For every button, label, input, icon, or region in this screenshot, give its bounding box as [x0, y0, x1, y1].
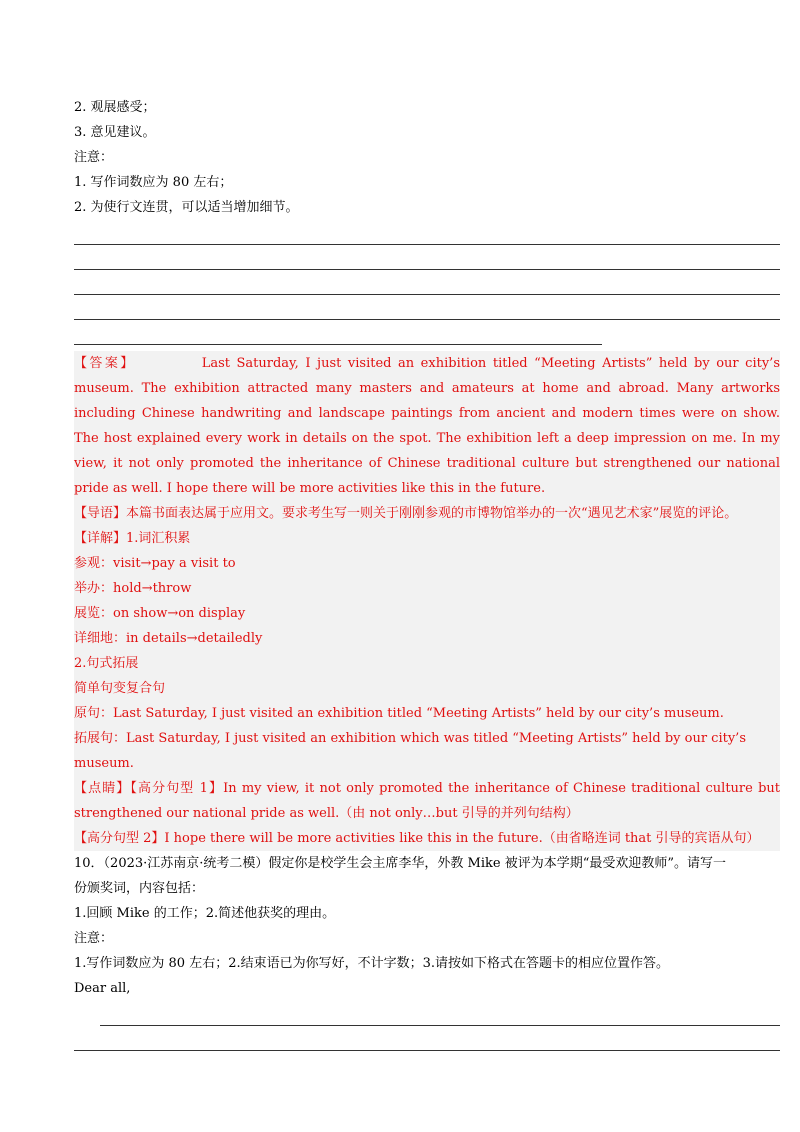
answer-line: [74, 295, 780, 320]
answer-label: 【答案】: [74, 356, 136, 371]
guide-label: 【导语】: [74, 506, 127, 521]
requirement-line: 注意：: [74, 150, 114, 165]
answer-line: [74, 270, 780, 295]
highlight-label: 【点睛】: [74, 781, 131, 796]
question-10-line: 10．（2023·江苏南京·统考二模）假定你是校学生会主席李华，外教 Mike 被评为本学期“最受欢迎教师”。请写一: [74, 856, 726, 871]
answer-paragraph: [74, 351, 780, 501]
highlight-item-1: 【点睛】【高分句型 1】In my view, it not only promoted the inheritance of Chinese traditional culture but strengthened our national pride as well.（由 not only…but 引导的并列句结构）: [74, 781, 780, 821]
question-10-line: 份颁奖词，内容包括：: [74, 881, 205, 896]
answer-line: [74, 220, 780, 245]
answer-line: [74, 1026, 780, 1051]
requirement-line: 2. 观展感受；: [74, 100, 156, 115]
highlight-item-2: 【高分句型 2】I hope there will be more activities like this in the future.（由省略连词 that 引导的宾语从句）: [74, 831, 760, 846]
detail-heading: 【详解】1.词汇积累: [74, 531, 191, 546]
question-10-line: 1.回顾 Mike 的工作；2.简述他获奖的理由。: [74, 906, 336, 921]
answer-line: [74, 245, 780, 270]
answer-line: [100, 1001, 780, 1026]
answer-line: [74, 320, 602, 345]
requirement-line: 3. 意见建议。: [74, 125, 156, 140]
salutation: Dear all,: [74, 981, 131, 996]
guide-text: 本篇书面表达属于应用文。要求考生写一则关于刚刚参观的市博物馆举办的一次“遇见艺术家”展览的评论。: [126, 506, 738, 521]
question-10-line: 注意：: [74, 931, 114, 946]
vocab-item: 参观：visit→pay a visit to: [74, 556, 236, 571]
sentence-heading: 2.句式拓展: [74, 656, 139, 671]
vocab-item: 展览：on show→on display: [74, 606, 246, 621]
answer-text: Last Saturday, I just visited an exhibition titled “Meeting Artists” held by our city’s museum. The exhibition attracted many masters and amateurs at home and abroad. Many artworks including Chinese handwriting and landscape paintings from ancient and modern times were on show. The host explained every work in details on the spot. The exhibition left a deep impression on me. In my view, it not only promoted the inheritance of Chinese traditional culture but strengthened our national pride as well. I hope there will be more activities like this in the future.: [74, 356, 780, 496]
requirement-line: 1. 写作词数应为 80 左右；: [74, 175, 233, 190]
vocab-item: 举办：hold→throw: [74, 581, 192, 596]
guide-paragraph: [74, 501, 780, 526]
sentence-subheading: 简单句变复合句: [74, 681, 166, 696]
vocab-item: 详细地：in details→detailedly: [74, 631, 263, 646]
detail-label: 【详解】: [74, 531, 127, 546]
answer-section: [74, 351, 780, 851]
original-sentence: 原句：Last Saturday, I just visited an exhibition titled “Meeting Artists” held by our city’s museum.: [74, 706, 724, 721]
requirement-line: 2. 为使行文连贯，可以适当增加细节。: [74, 200, 299, 215]
question-10-line: 1.写作词数应为 80 左右；2.结束语已为你写好，不计字数；3.请按如下格式在答题卡的相应位置作答。: [74, 956, 670, 971]
expanded-sentence: 拓展句：Last Saturday, I just visited an exhibition which was titled “Meeting Artists” held by our city’s museum.: [74, 731, 746, 771]
document-page: [74, 95, 780, 1051]
